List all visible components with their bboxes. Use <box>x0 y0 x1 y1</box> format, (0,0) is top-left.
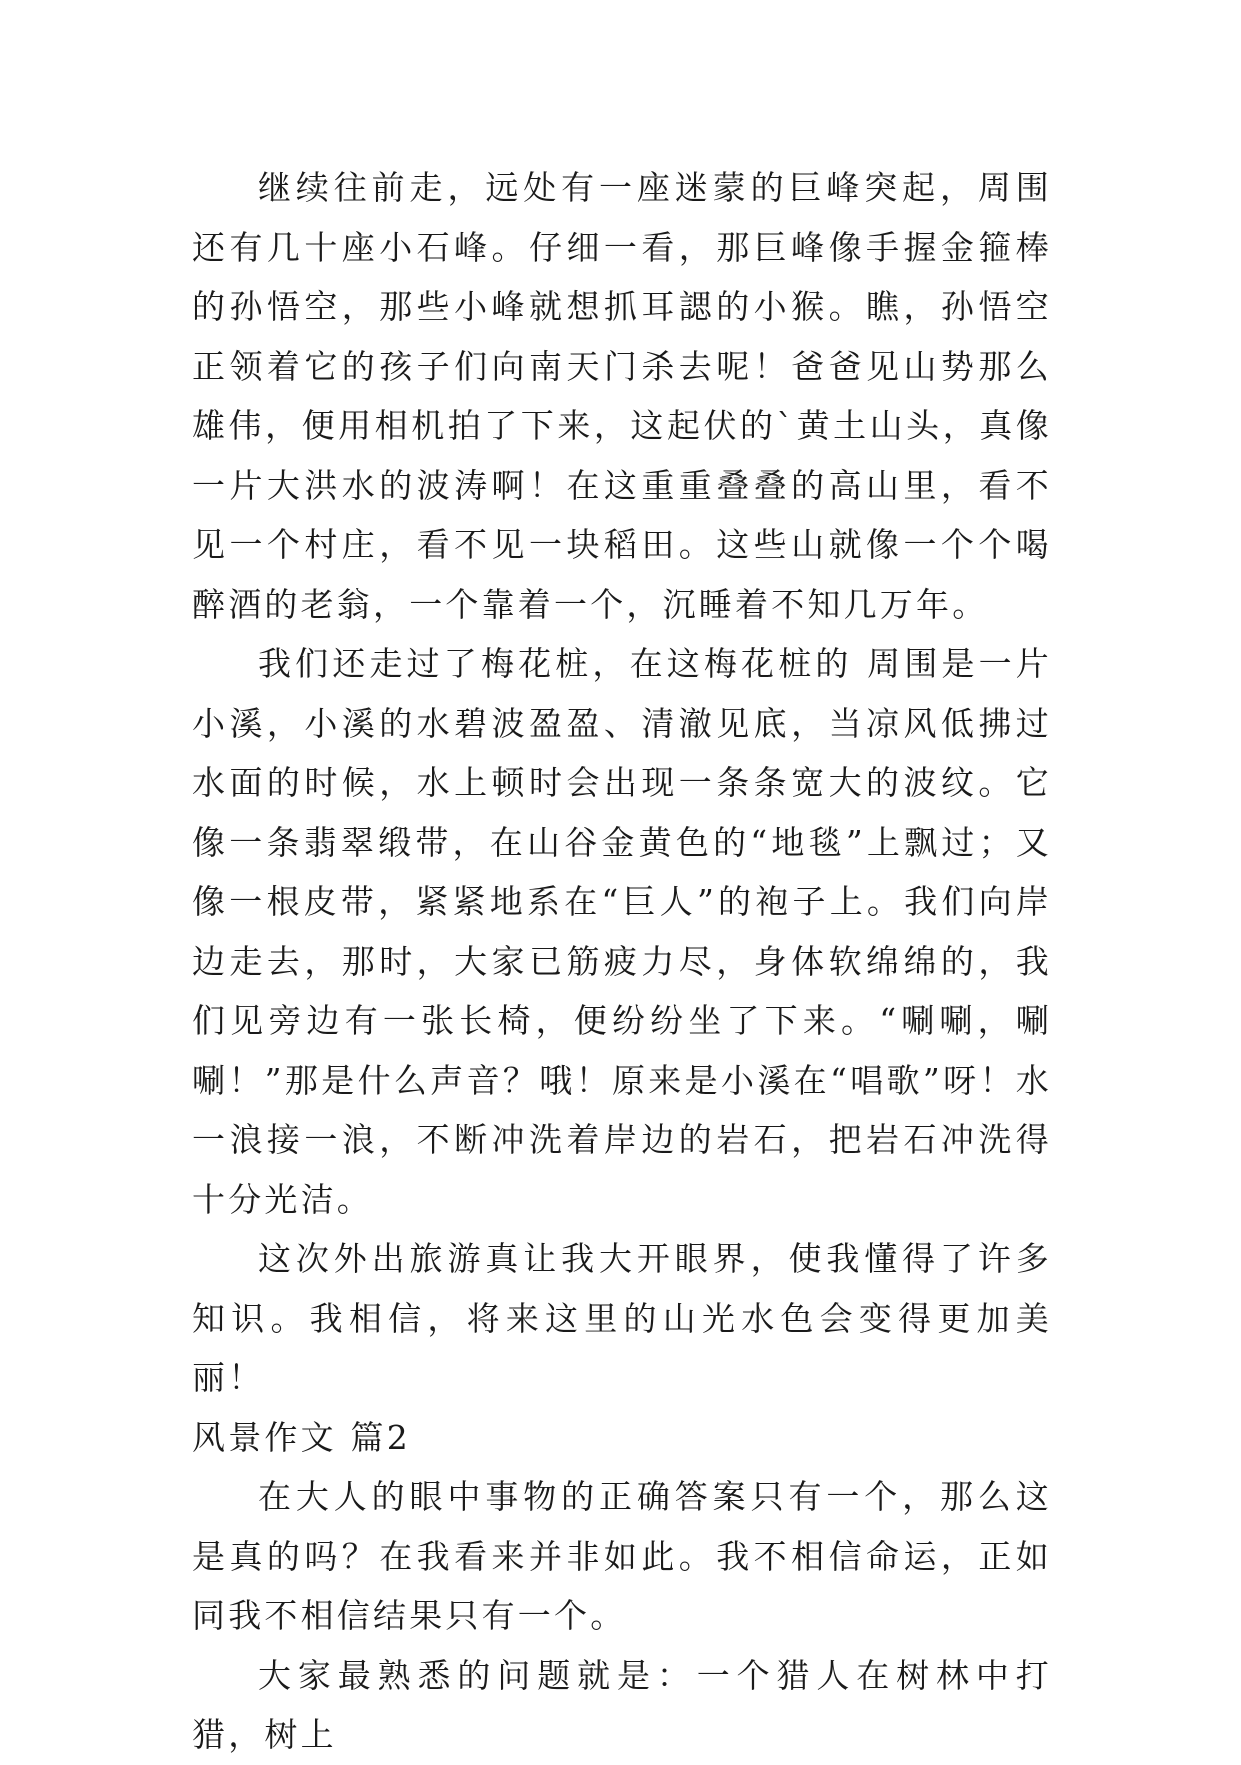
paragraph-mountains: 继续往前走，远处有一座迷蒙的巨峰突起，周围还有几十座小石峰。仔细一看，那巨峰像手握金箍棒的孙悟空，那些小峰就想抓耳諰的小猴。瞧，孙悟空正领着它的孩子们向南天门杀去呢！爸爸见山势那么雄伟，便用相机拍了下来，这起伏的`黄土山头，真像一片大洪水的波涛啊！在这重重叠叠的高山里，看不见一个村庄，看不见一块稻田。这些山就像一个个喝醉酒的老翁，一个靠着一个，沉睡着不知几万年。 <box>192 168 1052 624</box>
document-page <box>192 158 1052 1765</box>
paragraph-stream: 我们还走过了梅花桩，在这梅花桩的 周围是一片小溪，小溪的水碧波盈盈、清澈见底，当凉风低拂过水面的时候，水上顿时会出现一条条宽大的波纹。它像一条翡翠缎带，在山谷金黄色的“地毯”上飘过；又像一根皮带，紧紧地系在“巨人”的袍子上。我们向岸边走去，那时，大家已筋疲力尽，身体软绵绵的，我们见旁边有一张长椅，便纷纷坐了下来。“唰唰，唰唰！”那是什么声音？哦！原来是小溪在“唱歌”呀！水一浪接一浪，不断冲洗着岸边的岩石，把岩石冲洗得十分光洁。 <box>192 644 1052 1219</box>
section-heading: 风景作文 篇2 <box>192 1417 411 1457</box>
paragraph-hunter: 大家最熟悉的问题就是：一个猎人在树林中打猎，树上 <box>192 1655 1052 1754</box>
paragraph-answers: 在大人的眼中事物的正确答案只有一个，那么这是真的吗？在我看来并非如此。我不相信命运，正如同我不相信结果只有一个。 <box>192 1477 1052 1635</box>
paragraph-conclusion: 这次外出旅游真让我大开眼界，使我懂得了许多知识。我相信，将来这里的山光水色会变得更加美丽！ <box>192 1239 1052 1397</box>
